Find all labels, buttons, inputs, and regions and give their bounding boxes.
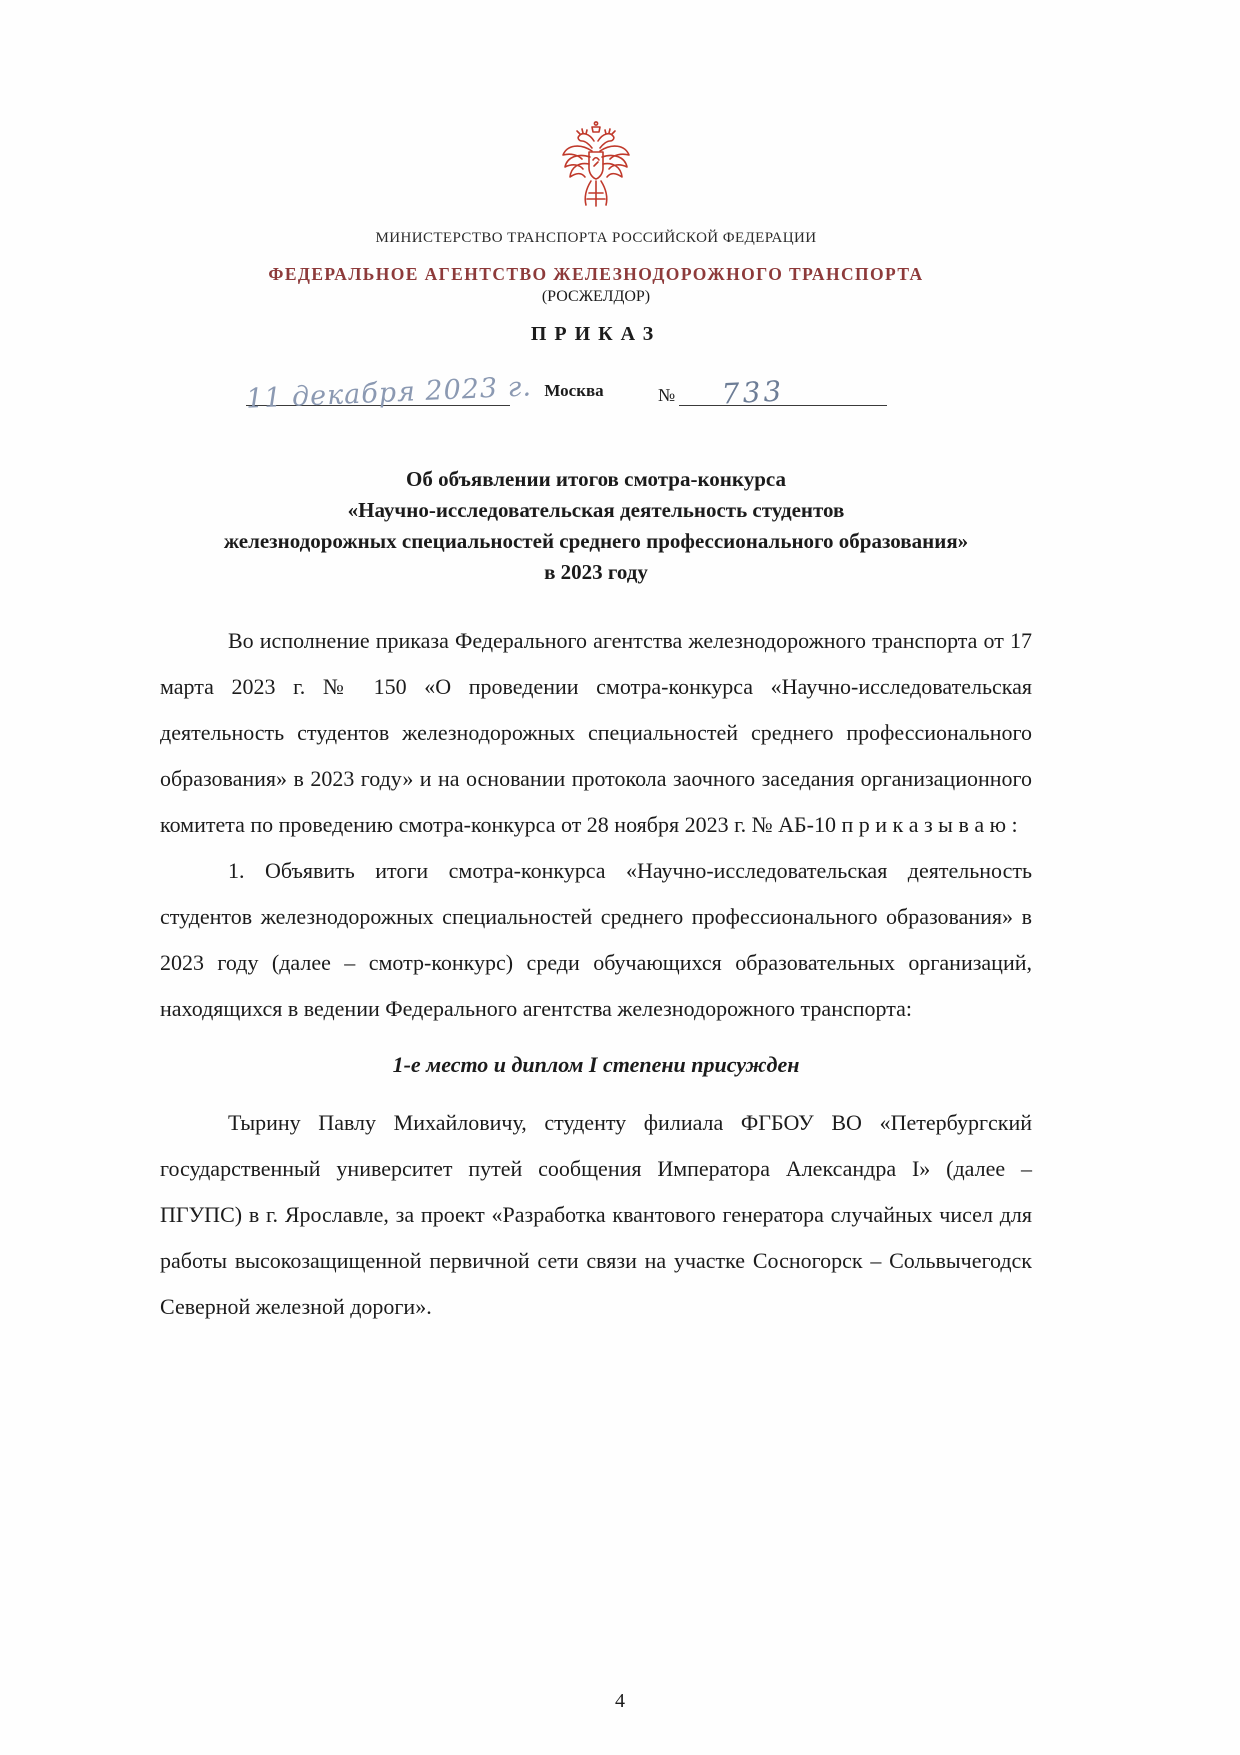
ministry-name: МИНИСТЕРСТВО ТРАНСПОРТА РОССИЙСКОЙ ФЕДЕРАЦИИ — [375, 230, 817, 246]
handwritten-date: 11 декабря 2023 г. — [245, 371, 533, 415]
date-blank-line — [245, 364, 533, 415]
city-label: Москва — [544, 381, 604, 400]
document-type-label: ПРИКАЗ — [530, 323, 662, 345]
letterhead — [160, 0, 1032, 414]
paragraph-winner: Тырину Павлу Михайловичу, студенту филиала ФГБОУ ВО «Петербургский государственный университет путей сообщения Императора Александра I» (далее – ПГУПС) в г. Ярославле, за проект «Разработка квантового генератора случайных чисел для работы высокозащищенной первичной сети связи на участке Сосногорск – Сольвычегодск Северной железной дороги». — [160, 1110, 1032, 1319]
order-body — [160, 618, 1032, 1330]
page-number: 4 — [615, 1690, 625, 1712]
document-content — [160, 0, 1032, 1330]
order-title — [160, 464, 1032, 588]
order-title-line-4: в 2023 году — [544, 560, 648, 584]
coat-of-arms-eagle-icon — [555, 118, 637, 216]
agency-short-name: (РОСЖЕЛДОР) — [541, 288, 651, 305]
order-number-field — [658, 370, 887, 411]
award-first-place-heading: 1-е место и диплом I степени присужден — [392, 1052, 800, 1077]
handwritten-order-number: 733 — [721, 374, 786, 411]
order-title-line-2: «Научно-исследовательская деятельность студентов — [347, 498, 845, 522]
order-title-line-3: железнодорожных специальностей среднего профессионального образования» — [223, 529, 969, 553]
date-city-number-row — [160, 358, 1032, 414]
number-sign: № — [658, 385, 676, 405]
paragraph-item-1: 1. Объявить итоги смотра-конкурса «Научно-исследовательская деятельность студентов железнодорожных специальностей среднего профессионального образования» в 2023 году (далее – смотр-конкурс) среди обучающихся образовательных организаций, находящихся в ведении Федерального агентства железнодорожного транспорта: — [160, 858, 1032, 1021]
number-blank-line — [679, 370, 887, 411]
order-title-line-1: Об объявлении итогов смотра-конкурса — [406, 467, 786, 491]
agency-name: ФЕДЕРАЛЬНОЕ АГЕНТСТВО ЖЕЛЕЗНОДОРОЖНОГО ТРАНСПОРТА — [268, 264, 924, 284]
paragraph-preamble: Во исполнение приказа Федерального агентства железнодорожного транспорта от 17 марта 2023 г. № 150 «О проведении смотра-конкурса «Научно-исследовательская деятельность студентов железнодорожных специальностей среднего профессионального образования» в 2023 году» и на основании протокола заочного заседания организационного комитета по проведению смотра-конкурса от 28 ноября 2023 г. № АБ-10 п р и к а з ы в а ю : — [160, 628, 1032, 837]
